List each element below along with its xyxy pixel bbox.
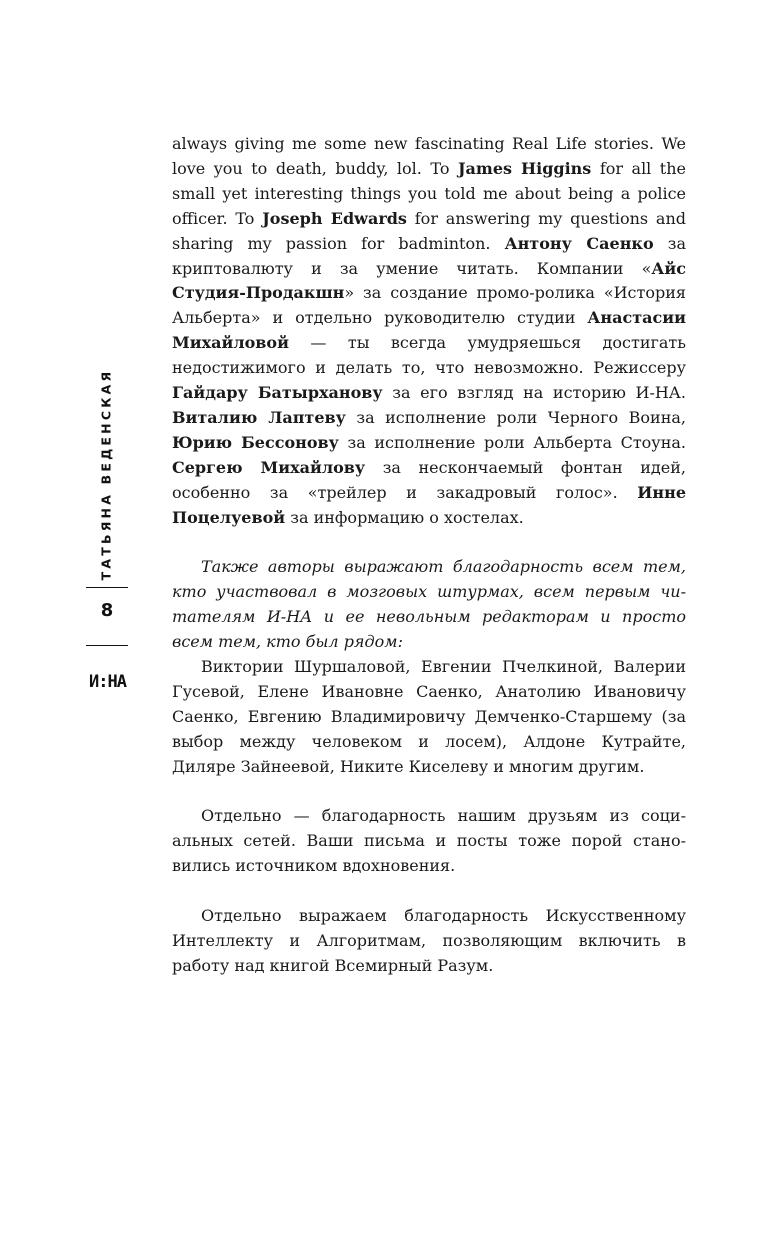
text-run: за информацию о хостелах. xyxy=(285,507,524,527)
author-name-text: ТАТЬЯНА ВЕДЕНСКАЯ xyxy=(98,368,114,580)
text-run: за нескончаемый фонтан идей, особенно за «трейлер и закадровый голос». xyxy=(172,457,686,502)
text-run: за криптовалюту и за умение читать. Компании « xyxy=(172,233,686,278)
running-author-name xyxy=(95,368,117,580)
bold-name: Анастасии Михайловой xyxy=(172,308,686,353)
page-number-bottom-rule xyxy=(86,645,128,646)
text-run: » за создание промо-ролика «История Альберта» и отдельно руководителю студии xyxy=(172,283,686,328)
page-number-top-rule xyxy=(86,587,128,588)
text-run: — ты всегда умудряешься достигать недостижимого и делать то, что невозможно. Режиссеру xyxy=(172,333,686,378)
bold-name: Гайдару Батырханову xyxy=(172,383,383,403)
thanks-intro-paragraph: Также авторы выражают благодарность всем тем, кто участвовал в мозговых штурмах, всем первым читателям И-НА и ее невольным редакторам и просто всем тем, кто был рядом: xyxy=(172,557,686,652)
text-run: for answering my questions and sharing my passion for badminton. xyxy=(172,208,686,253)
text-run: за исполнение роли Черного Воина, xyxy=(345,407,686,427)
acknowledgements-paragraph xyxy=(172,132,686,531)
social-thanks-paragraph: Отдельно — благодарность нашим друзьям из социальных сетей. Ваши письма и посты тоже порой становились источником вдохновения. xyxy=(172,806,686,876)
bold-name: Joseph Edwards xyxy=(262,208,407,228)
body-text xyxy=(172,132,686,979)
text-run: for all the small yet interesting things you told me about being a police officer. To xyxy=(172,158,687,228)
bold-name: James Higgins xyxy=(457,158,592,178)
bold-name: Инне Поцелуевой xyxy=(172,482,686,527)
bold-name: Виталию Лаптеву xyxy=(172,407,346,427)
bold-name: Антону Саенко xyxy=(504,233,654,253)
text-run: always giving me some new fascinating Real Life stories. We love you to death, buddy, lol. To xyxy=(172,134,686,178)
text-run: за исполнение роли Альберта Стоуна. xyxy=(338,432,686,452)
text-run: за его взгляд на историю И-НА. xyxy=(382,383,687,403)
bold-name: Айс Студия-Продакшн xyxy=(172,258,686,303)
ai-thanks-paragraph: Отдельно выражаем благодарность Искусственному Интеллекту и Алгоритмам, позволяющим включить в работу над книгой Всемирный Разум. xyxy=(172,906,686,975)
bold-name: Юрию Бессонову xyxy=(172,432,339,452)
bold-name: Сергею Михайлову xyxy=(172,457,366,477)
thanks-names-paragraph: Виктории Шуршаловой, Евгении Пчелкиной, Валерии Гусевой, Елене Ивановне Саенко, Анатолию Ивановичу Саенко, Евгению Владимировичу Демченко-Старшему (за выбор между человеком и лосем), Алдоне Кутрайте, Диляре Зайнеевой, Никите Киселеву и многим другим. xyxy=(172,657,686,776)
series-logo: И:НА xyxy=(89,672,126,692)
page-number: 8 xyxy=(100,600,114,621)
